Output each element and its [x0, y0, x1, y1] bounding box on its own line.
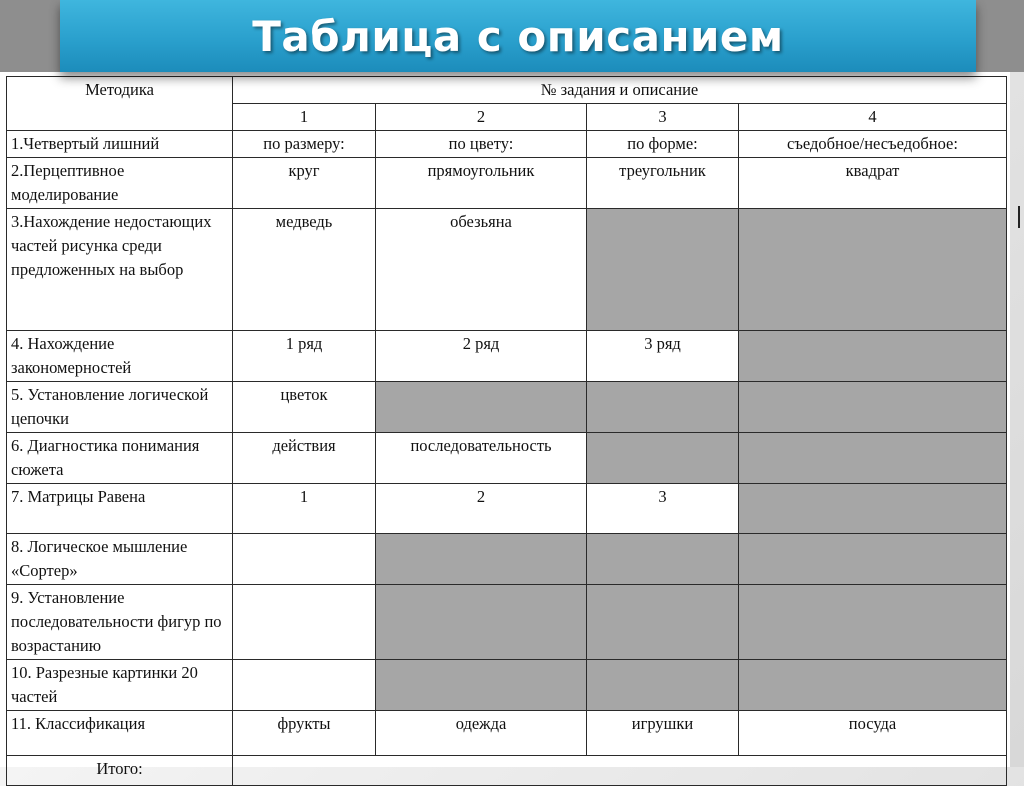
table-row [7, 660, 1007, 711]
slide-title-bar [60, 0, 976, 72]
table-cell: по цвету: [376, 131, 587, 158]
shaded-cell [739, 209, 1007, 331]
shaded-cell [739, 585, 1007, 660]
shaded-cell [587, 534, 739, 585]
table-row [7, 484, 1007, 534]
table-row [7, 711, 1007, 756]
total-label: Итого: [7, 756, 233, 786]
task-number-cell: 1 [233, 104, 376, 131]
row-label: 11. Классификация [7, 711, 233, 756]
table-cell: съедобное/несъедобное: [739, 131, 1007, 158]
header-methodology: Методика [7, 77, 233, 131]
shaded-cell [739, 484, 1007, 534]
row-label: 6. Диагностика понимания сюжета [7, 433, 233, 484]
document-sheet [0, 72, 1010, 778]
table-cell: посуда [739, 711, 1007, 756]
shaded-cell [587, 433, 739, 484]
shaded-cell [587, 382, 739, 433]
table-cell: обезьяна [376, 209, 587, 331]
shaded-cell [587, 660, 739, 711]
shaded-cell [739, 331, 1007, 382]
methodology-table [6, 76, 1007, 786]
row-label: 4. Нахождение закономерностей [7, 331, 233, 382]
table-cell: цветок [233, 382, 376, 433]
row-label: 3.Нахождение недостающих частей рисунка среди предложенных на выбор [7, 209, 233, 331]
row-label: 10. Разрезные картинки 20 частей [7, 660, 233, 711]
shaded-cell [376, 660, 587, 711]
total-row [7, 756, 1007, 786]
shaded-cell [587, 585, 739, 660]
total-value-cell [233, 756, 1007, 786]
header-tasks: № задания и описание [233, 77, 1007, 104]
table-cell: последовательность [376, 433, 587, 484]
table-cell [233, 660, 376, 711]
row-label: 5. Установление логической цепочки [7, 382, 233, 433]
shaded-cell [739, 433, 1007, 484]
task-number-cell: 2 [376, 104, 587, 131]
table-cell: по размеру: [233, 131, 376, 158]
task-number-cell: 3 [587, 104, 739, 131]
table-row [7, 131, 1007, 158]
row-label: 8. Логическое мышление «Сортер» [7, 534, 233, 585]
table-row [7, 209, 1007, 331]
shaded-cell [376, 382, 587, 433]
table-cell: 3 [587, 484, 739, 534]
task-number-cell: 4 [739, 104, 1007, 131]
table-cell [233, 534, 376, 585]
table-cell: круг [233, 158, 376, 209]
table-row [7, 585, 1007, 660]
table-cell: действия [233, 433, 376, 484]
table-row [7, 158, 1007, 209]
table-cell: 2 ряд [376, 331, 587, 382]
cursor-mark [1018, 206, 1020, 228]
table-cell: 1 [233, 484, 376, 534]
table-cell: медведь [233, 209, 376, 331]
table-row [7, 331, 1007, 382]
decor-stripe-right [976, 0, 1024, 72]
table-cell: 2 [376, 484, 587, 534]
shaded-cell [376, 534, 587, 585]
row-label: 2.Перцептивное моделирование [7, 158, 233, 209]
table-row [7, 534, 1007, 585]
table-cell: прямоугольник [376, 158, 587, 209]
table-cell: треугольник [587, 158, 739, 209]
table-row [7, 433, 1007, 484]
shaded-cell [739, 534, 1007, 585]
table-cell: игрушки [587, 711, 739, 756]
row-label: 7. Матрицы Равена [7, 484, 233, 534]
shaded-cell [376, 585, 587, 660]
table-cell: фрукты [233, 711, 376, 756]
shaded-cell [587, 209, 739, 331]
table-cell: по форме: [587, 131, 739, 158]
row-label: 1.Четвертый лишний [7, 131, 233, 158]
table-cell [233, 585, 376, 660]
table-cell: 3 ряд [587, 331, 739, 382]
table-cell: квадрат [739, 158, 1007, 209]
table-row [7, 382, 1007, 433]
table-cell: 1 ряд [233, 331, 376, 382]
decor-stripe-left [0, 0, 60, 72]
header-row [7, 77, 1007, 104]
shaded-cell [739, 660, 1007, 711]
table-cell: одежда [376, 711, 587, 756]
slide-title: Таблица с описанием [252, 11, 784, 61]
row-label: 9. Установление последовательности фигур по возрастанию [7, 585, 233, 660]
shaded-cell [739, 382, 1007, 433]
